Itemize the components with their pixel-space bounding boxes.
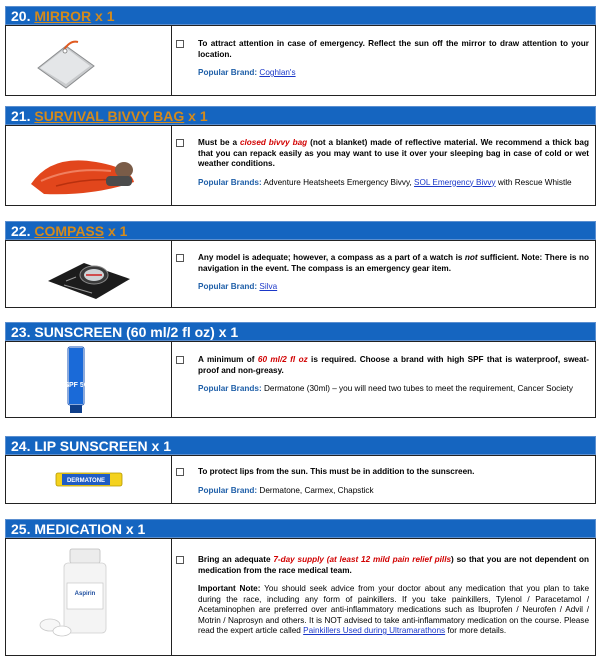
bivvy-bag-image: [6, 126, 171, 205]
item-title-link[interactable]: COMPASS: [34, 222, 105, 239]
brand-label: Popular Brands:: [198, 177, 262, 187]
red-emphasis: closed bivvy bag: [239, 138, 308, 147]
item-description: Bring an adequate 7-day supply (at least 12 mild pain relief pills) so that you are not dependent on medication from the race medical team.: [198, 555, 590, 575]
item-header: [5, 106, 596, 125]
item-header: 24. LIP SUNSCREEN x 1: [5, 436, 596, 455]
item-mirror: [5, 6, 596, 77]
item-brand: [198, 68, 589, 79]
medication-image: [6, 539, 171, 655]
item-compass: [5, 221, 596, 291]
column-divider: [171, 456, 172, 503]
item-body: [5, 455, 596, 504]
item-header: 23. SUNSCREEN (60 ml/2 fl oz) x 1: [5, 322, 596, 341]
column-divider: [171, 126, 172, 205]
item-description: To attract attention in case of emergency. Reflect the sun off the mirror to draw attention to your location.: [198, 39, 589, 59]
brand-link[interactable]: SOL Emergency Bivvy: [414, 177, 496, 187]
checkbox[interactable]: [176, 139, 184, 147]
lip-sunscreen-image: [6, 456, 171, 503]
column-divider: [171, 539, 172, 655]
brand-label: Popular Brand:: [198, 282, 258, 291]
item-qty: x 1: [95, 7, 115, 24]
item-medication: [5, 519, 596, 635]
item-description: To protect lips from the sun. This must be in addition to the sunscreen.: [198, 467, 475, 476]
item-brand: Popular Brands: Dermatone (30ml) – you will need two tubes to meet the requirement, Cancer Society: [198, 384, 573, 393]
item-sunscreen: [5, 322, 596, 393]
column-divider: [171, 342, 172, 417]
checkbox[interactable]: [176, 468, 184, 476]
brand-label: Popular Brand:: [198, 485, 258, 495]
item-body: [5, 341, 596, 418]
item-description: A minimum of 60 ml/2 fl oz is required. Choose a brand with high SPF that is waterproof, sweat-proof and non-greasy.: [198, 355, 589, 375]
mirror-image: [6, 26, 171, 95]
item-bivvy-bag: [5, 106, 596, 187]
item-brand: Popular Brands: Adventure Heatsheets Emergency Bivvy, SOL Emergency Bivvy with Rescue Whistle: [198, 177, 572, 187]
bottle-label: Aspirin: [74, 591, 96, 597]
compass-image: [6, 241, 171, 307]
tube-label: SPF 50: [64, 382, 88, 389]
checkbox[interactable]: [176, 556, 184, 564]
brand-link[interactable]: Coghlan's: [259, 68, 296, 77]
article-link[interactable]: Painkillers Used during Ultramarathons: [303, 626, 446, 635]
item-title-link[interactable]: MIRROR: [34, 7, 92, 24]
item-header: [5, 221, 596, 240]
item-body: [5, 25, 596, 96]
note-label: Important Note:: [198, 584, 261, 593]
checkbox[interactable]: [176, 40, 184, 48]
item-qty: x 1: [188, 107, 208, 124]
important-note: Important Note: You should seek advice from your doctor about any medication that you plan to take during the race, including any form of painkillers. If you take painkillers, Tylenol / Paracetamol / Acetaminophen are preferred over anti-inflammatory medications such as Ibuprofen / Neurofen / Advil / Motrin / Naprosyn and others. It is NOT advised to take anti-inflammatory medication on the course. Please read the expert article called Painkillers Used during Ultramarathons for more details.: [198, 584, 590, 635]
item-number: 22.: [11, 222, 31, 239]
red-emphasis: 60 ml/2 fl oz: [257, 355, 308, 364]
brand-link[interactable]: Silva: [259, 282, 278, 291]
sunscreen-image: [6, 342, 171, 417]
item-description: Any model is adequate; however, a compass as a part of a watch is not sufficient. Note: There is no navigation in the event. The compass is an emergency gear item.: [198, 253, 589, 273]
column-divider: [171, 26, 172, 95]
item-header: [5, 6, 596, 25]
brand-label: Popular Brand:: [198, 68, 258, 77]
item-number: 21.: [11, 107, 31, 124]
brand-label: Popular Brands:: [198, 384, 262, 393]
item-body: [5, 125, 596, 206]
item-description: Must be a closed bivvy bag (not a blanket) made of reflective material. We recommend a thick bag that you can repack easily as you may want to use it over your sleeping bag in case of cold or wet weather conditions.: [198, 138, 589, 168]
item-lip-sunscreen: [5, 436, 596, 495]
item-brand: [198, 282, 589, 293]
italic-emphasis: not: [464, 253, 478, 262]
checkbox[interactable]: [176, 356, 184, 364]
item-header: 25. MEDICATION x 1: [5, 519, 596, 538]
item-body: [5, 240, 596, 308]
item-body: [5, 538, 596, 656]
column-divider: [171, 241, 172, 307]
item-brand: Popular Brand: Dermatone, Carmex, Chapstick: [198, 485, 374, 495]
item-qty: x 1: [108, 222, 128, 239]
checkbox[interactable]: [176, 254, 184, 262]
stick-label: DERMATONE: [66, 478, 106, 484]
item-number: 20.: [11, 7, 31, 24]
red-emphasis: 7-day supply (at least 12 mild pain relief pills: [273, 555, 452, 564]
item-title-link[interactable]: SURVIVAL BIVVY BAG: [34, 107, 185, 124]
